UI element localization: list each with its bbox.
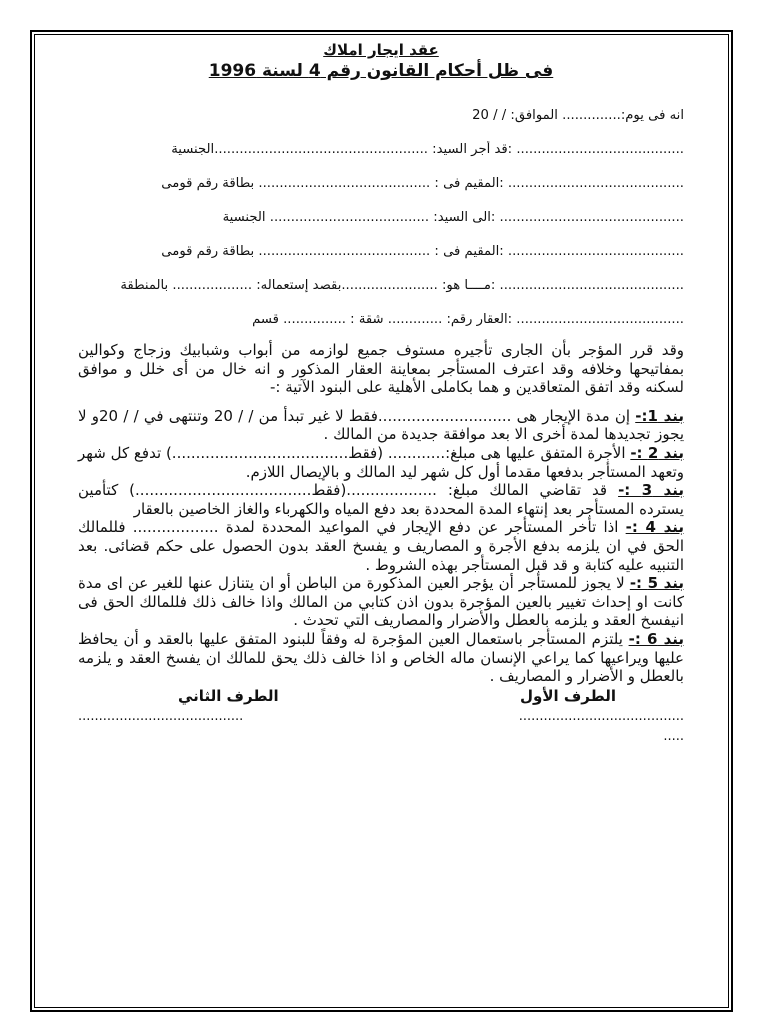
- clause-2-heading: بند 2 :-: [630, 443, 684, 462]
- property-number-row: ........................................ :العقار رقم: ............. شقة : ............... قسم: [252, 312, 684, 327]
- clause-4-text: اذا تأخر المستأجر عن دفع الإيجار في المواعيد المحددة لمدة .................. فللمالك الحق في ان يلزمه بدفع الأجرة و المصاريف و يفسخ العقد بدون الحصول على حكم قضائى. بعد التنبيه عليه كتابة و قد قبل المستأجر بهذه الشروط .: [78, 518, 684, 574]
- clause-3: [78, 481, 684, 518]
- clause-5-text: لا يجوز للمستأجر أن يؤجر العين المذكورة من الباطن أو ان يتنازل عنها للغير عن اى مدة كانت او إحداث تغيير بالعين المؤجرة بدون اذن كتابي من المالك واذا خالف ذلك فللمالك الحق فى انيفسخ العقد و يلزمه بالعطل والأضرار والمصاريف التي تحدث .: [78, 574, 684, 630]
- clause-6-heading: بند 6 :-: [628, 629, 684, 648]
- signature-labels: [78, 686, 684, 706]
- clause-3-heading: بند 3 :-: [618, 481, 684, 500]
- first-party-signature-line: ........................................: [518, 708, 684, 724]
- document-subtitle: فى ظل أحكام القانون رقم 4 لسنة 1996: [208, 61, 554, 81]
- clause-5-heading: بند 5 :-: [629, 574, 684, 593]
- intro-paragraph: وقد قرر المؤجر بأن الجارى تأجيره مستوف جميع لوازمه من أبواب وشبابيك وزجاج وكوالين بمفاتيحها وخلافه وقد اعترف المستأجر بمعاينة العقار المذكور و انه خال من أى خلل و موافق لسكنه وقد اتفق المتعاقدين و هما بكاملى الأهلية على البنود الآتية :-: [78, 341, 684, 397]
- clause-2: [78, 444, 684, 481]
- extra-signature-line: .....: [663, 728, 684, 744]
- lessor-address-row: .......................................... :المقيم فى : ......................................... بطاقة رقم قومى: [161, 176, 684, 191]
- lessee-address-row: .......................................... :المقيم فى : ......................................... بطاقة رقم قومى: [161, 244, 684, 259]
- clause-1-text: إن مدة الإيجار هى ............................فقط لا غير تبدأ من / / 20 وتنتهى في / / 20و لا يجوز تجديدها لمدة أخرى الا بعد موافقة جديدة من المالك .: [78, 406, 684, 444]
- clause-6-text: يلتزم المستأجر باستعمال العين المؤجرة له وفقاً للبنود المتفق عليها بالعقد و أن يحافظ عليها ويراعيها كما يراعي الإنسان ماله الخاص و اذا خالف ذلك يحق للمالك ان يفسخ العقد و يلزمه بالعطل و الأضرار و المصاريف .: [78, 629, 684, 686]
- clause-3-text: قد تقاضي المالك مبلغ: ...................(فقط.....................................) كتأمين يسترده المستأجر بعد إنتهاء المدة المحددة بعد دفع المياه والكهرباء والغاز الخاصين بالعقار: [78, 481, 684, 518]
- property-purpose-row: ............................................ :مــــا هو: .......................بقصد إستعماله: ................... بالمنطقة: [120, 278, 684, 293]
- lessee-name-row: ............................................ :الى السيد: ...................................... الجنسية: [222, 210, 684, 225]
- contract-page: [78, 40, 684, 1008]
- clause-1-heading: بند 1:-: [635, 406, 684, 425]
- clause-5: [78, 574, 684, 630]
- date-field-row: انه فى يوم:.............. الموافق: / / 20: [472, 108, 684, 123]
- clause-4-heading: بند 4 :-: [625, 518, 684, 537]
- clause-1: [78, 407, 684, 444]
- second-party-label: الطرف الثاني: [178, 686, 279, 705]
- lessor-name-row: ........................................ :قد أجر السيد: ...................................................الجنسية: [171, 142, 684, 157]
- signature-lines: [78, 708, 684, 726]
- first-party-label: الطرف الأول: [519, 686, 616, 705]
- second-party-signature-line: ........................................: [78, 708, 244, 724]
- clause-4: [78, 518, 684, 574]
- clause-2-text: الأجرة المتفق عليها هى مبلغ:............ (فقط.....................................) تدفع كل شهر وتعهد المستأجر بدفعها مقدما أول كل شهر ليد المالك و بالإيصال اللازم.: [78, 443, 684, 481]
- document-title: عقد ايجار املاك: [323, 41, 439, 59]
- clause-6: [78, 630, 684, 686]
